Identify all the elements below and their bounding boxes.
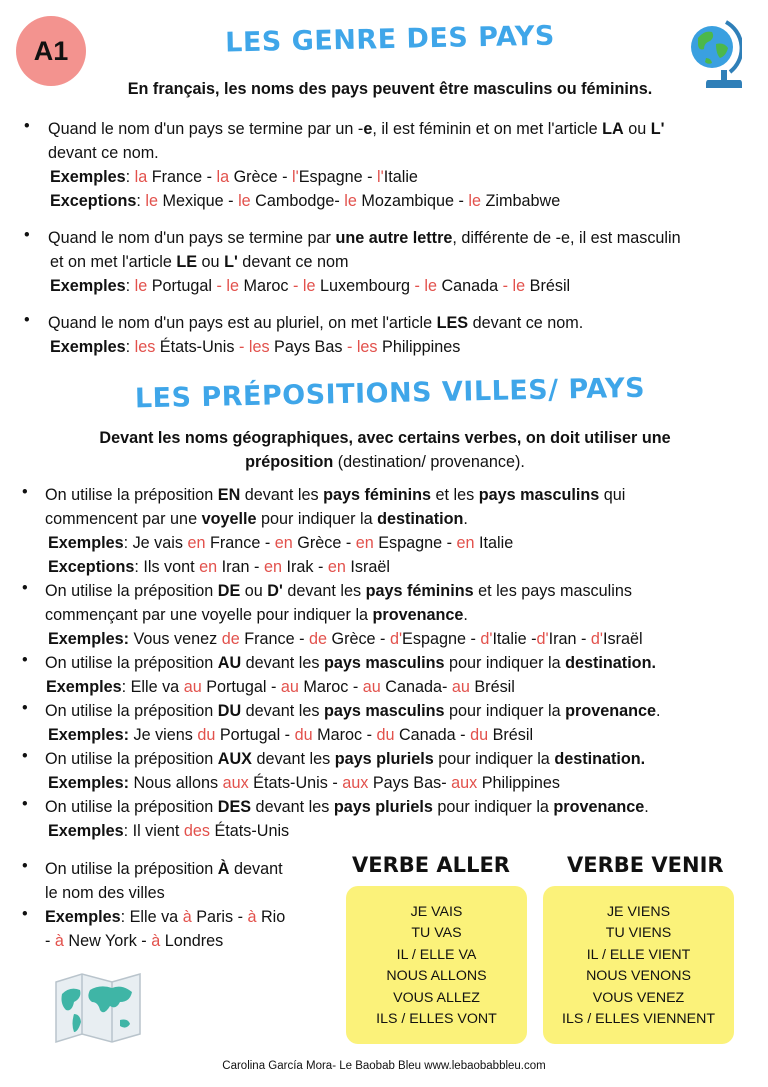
- genre-feminin-exceptions: Exceptions: le Mexique - le Cambodge- le Mozambique - le Zimbabwe: [50, 192, 561, 210]
- verbe-aller-card: [346, 886, 527, 1044]
- intro-genre: En français, les noms des pays peuvent être masculins ou féminins.: [127, 80, 653, 98]
- conjugation-line: VOUS ALLEZ: [393, 989, 480, 1006]
- conjugation-line: IL / ELLE VA: [396, 946, 477, 963]
- level-badge: A1: [16, 16, 86, 86]
- conjugation-line: ILS / ELLES VONT: [376, 1011, 497, 1028]
- conjugation-line: ILS / ELLES VIENNENT: [562, 1011, 715, 1028]
- prep-aux: • On utilise la préposition AUX devant les pays pluriels pour indiquer la destination. Exemples: Nous allons aux États-Unis - aux Pays Bas- aux Philippines: [22, 747, 646, 792]
- verbe-aller-title: VERBE ALLER: [352, 853, 510, 877]
- intro-prepositions: Devant les noms géographiques, avec certains verbes, on doit utiliser une préposition (destination/ provenance).: [99, 429, 671, 471]
- prep-de: • On utilise la préposition DE ou D' devant les pays féminins et les pays masculins commençant par une voyelle pour indiquer la provenance. Exemples: Vous venez de France - de Grèce - d'Espagne - d'Italie -d'Iran - d'Israël: [22, 579, 643, 648]
- prep-a-villes: • On utilise la préposition À devant le nom des villes • Exemples: Elle va à Paris - à Rio - à New York - à Londres: [22, 857, 286, 950]
- genre-rule-feminin: • Quand le nom d'un pays se termine par un -e, il est féminin et on met l'article LA ou L' devant ce nom. Exemples: la France - la Grèce - l'Espagne - l'Italie Exceptions: le Mexique - le Cambodge- le Mozambique - le Zimbabwe: [0, 117, 768, 213]
- prep-en: • On utilise la préposition EN devant les pays féminins et les pays masculins qui commencent par une voyelle pour indiquer la destination. Exemples: Je vais en France - en Grèce - en Espagne - en Italie Exceptions: Ils vont en Iran - en Irak - en Israël: [22, 483, 626, 576]
- genre-pluriel-examples: Exemples: les États-Unis - les Pays Bas - les Philippines: [50, 338, 461, 356]
- world-map-icon: [52, 972, 144, 1044]
- conjugation-line: TU VIENS: [605, 925, 672, 942]
- prep-au: • On utilise la préposition AU devant les pays masculins pour indiquer la destination. Exemples: Elle va au Portugal - au Maroc - au Canada- au Brésil: [22, 651, 656, 696]
- prep-du: • On utilise la préposition DU devant les pays masculins pour indiquer la provenance. Exemples: Je viens du Portugal - du Maroc - du Canada - du Brésil: [22, 699, 661, 744]
- prep-des: • On utilise la préposition DES devant les pays pluriels pour indiquer la provenance. Exemples: Il vient des États-Unis: [22, 795, 649, 840]
- footer-credit: Carolina García Mora- Le Baobab Bleu www.lebaobabbleu.com: [222, 1060, 546, 1072]
- verbe-venir-title: VERBE VENIR: [567, 853, 724, 877]
- verbe-venir-card: [543, 886, 734, 1044]
- conjugation-line: IL / ELLE VIENT: [586, 946, 691, 963]
- genre-rule-masculin: • Quand le nom d'un pays se termine par une autre lettre, différente de -e, il est masculin et on met l'article LE ou L' devant ce nom Exemples: le Portugal - le Maroc - le Luxembourg - le Canada - le Brésil: [0, 226, 768, 298]
- conjugation-line: VOUS VENEZ: [592, 989, 685, 1006]
- genre-feminin-examples: Exemples: la France - la Grèce - l'Espagne - l'Italie: [50, 168, 418, 186]
- prepositions-list: [0, 483, 768, 843]
- title-prepositions: LES PRÉPOSITIONS VILLES/ PAYS: [134, 372, 646, 415]
- conjugation-line: JE VIENS: [606, 904, 671, 920]
- conjugation-line: NOUS VENONS: [586, 968, 691, 985]
- title-genre: LES GENRE DES PAYS: [224, 20, 556, 59]
- genre-rule-pluriel: • Quand le nom d'un pays est au pluriel, on met l'article LES devant ce nom. Exemples: les États-Unis - les Pays Bas - les Philippines: [0, 311, 768, 359]
- genre-masculin-examples: Exemples: le Portugal - le Maroc - le Luxembourg - le Canada - le Brésil: [50, 277, 571, 295]
- conjugation-line: JE VAIS: [410, 904, 463, 920]
- conjugation-line: TU VAS: [411, 925, 462, 942]
- conjugation-line: NOUS ALLONS: [386, 968, 487, 985]
